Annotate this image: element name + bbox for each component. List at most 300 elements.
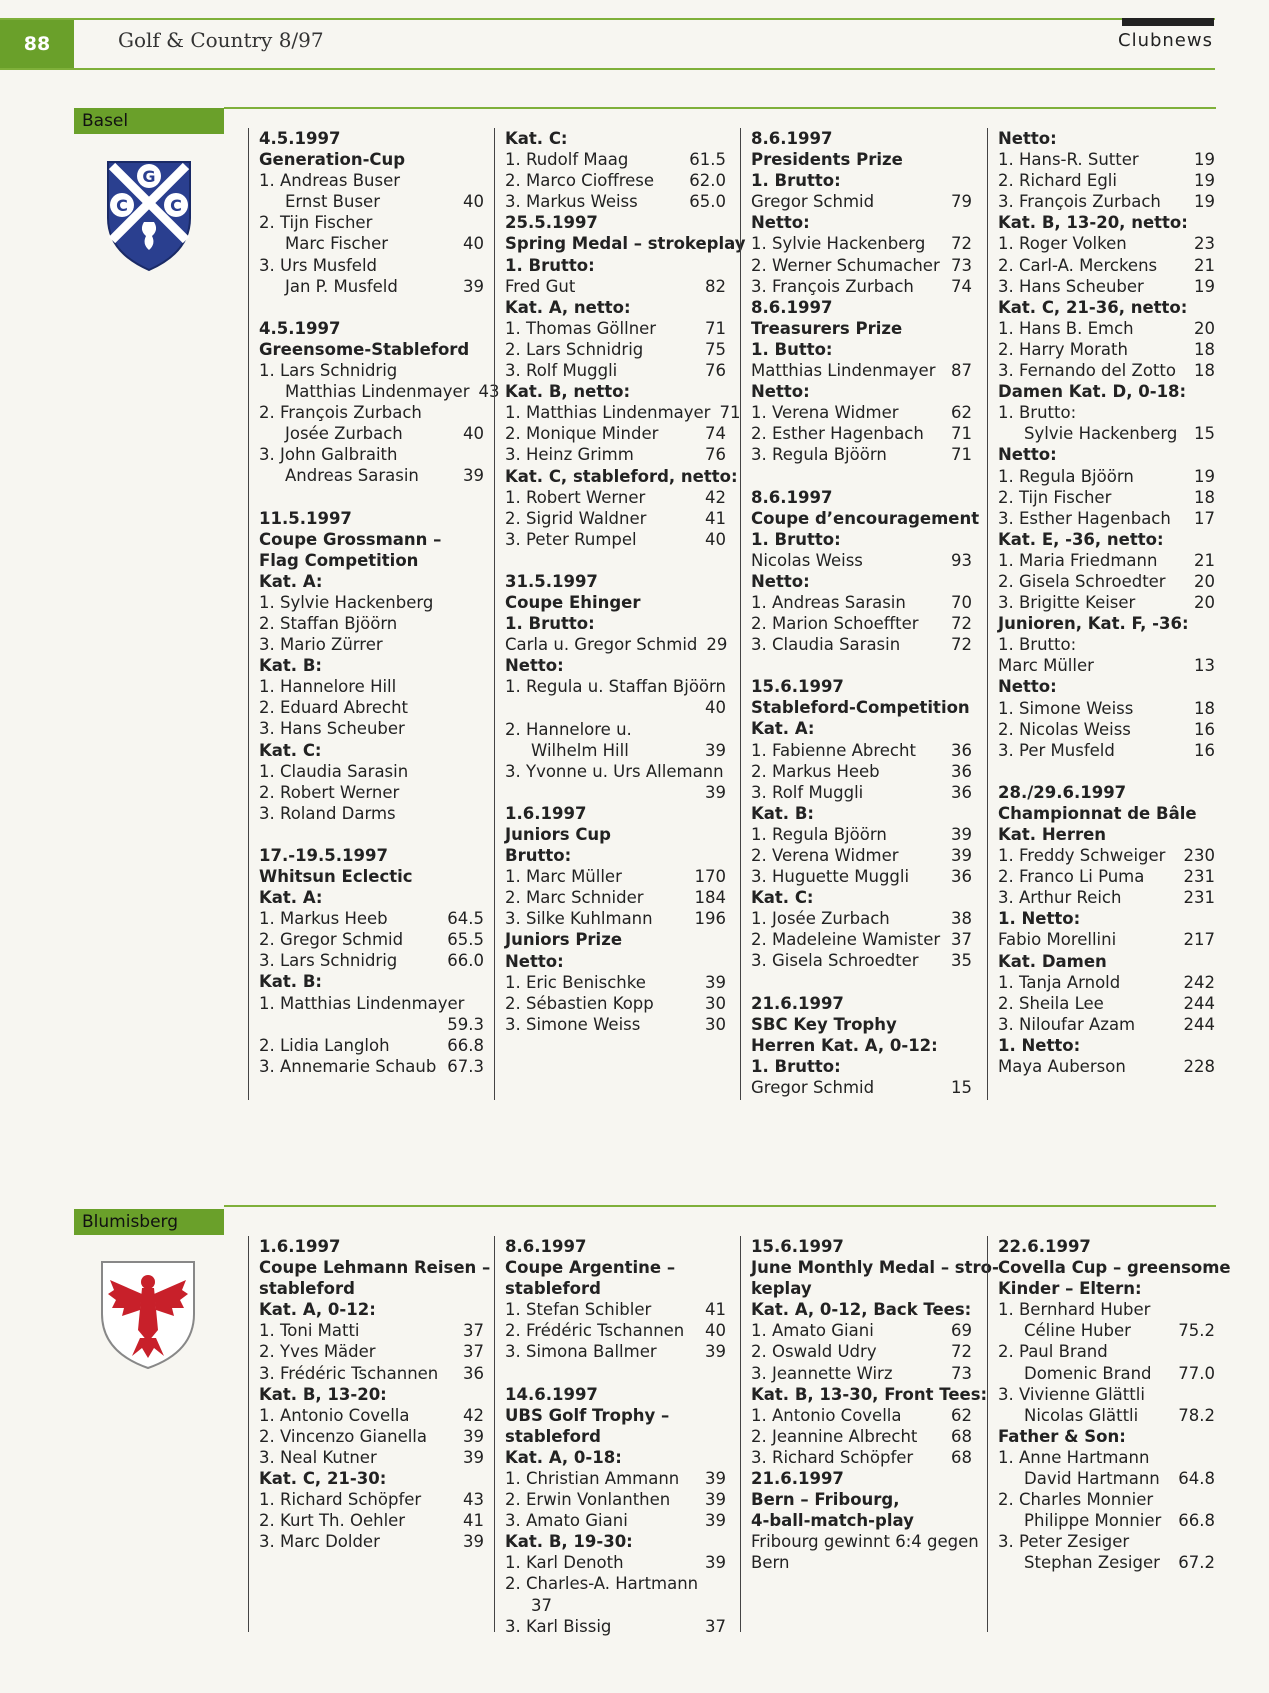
result-text: 3. Annemarie Schaub — [259, 1056, 437, 1076]
result-score: 61.5 — [689, 150, 726, 170]
result-score: 65.5 — [447, 930, 484, 950]
result-text: Kat. A: — [751, 719, 815, 739]
result-line — [998, 719, 1215, 740]
result-text: 1. Verena Widmer — [751, 403, 899, 423]
result-heading — [259, 508, 484, 529]
result-text: 2. Madeleine Wamister — [751, 930, 941, 950]
result-line — [998, 1363, 1215, 1384]
result-heading — [998, 676, 1215, 697]
result-heading — [998, 444, 1215, 465]
result-heading — [751, 887, 972, 908]
result-heading — [751, 697, 972, 718]
result-line — [259, 1426, 484, 1447]
result-score: 82 — [705, 276, 726, 296]
result-line — [751, 191, 972, 212]
result-text: 1. Christian Ammann — [505, 1468, 680, 1488]
result-line — [259, 1341, 484, 1362]
result-text: Flag Competition — [259, 550, 419, 570]
result-heading — [998, 212, 1215, 233]
result-line — [505, 1320, 726, 1341]
result-text: Treasurers Prize — [751, 318, 903, 338]
result-score: 18 — [1194, 339, 1215, 359]
result-heading — [259, 740, 484, 761]
result-text: 2. Lars Schnidrig — [505, 339, 644, 359]
result-heading — [259, 571, 484, 592]
result-heading — [505, 128, 726, 149]
result-text: Coupe Grossmann – — [259, 529, 442, 549]
result-score — [942, 1278, 972, 1299]
result-score: 39 — [705, 740, 726, 760]
result-score — [696, 255, 726, 276]
result-score: 231 — [1183, 888, 1215, 908]
result-heading — [998, 529, 1215, 550]
result-heading — [751, 212, 972, 233]
result-heading — [505, 613, 726, 634]
result-text: 2. Franco Li Puma — [998, 867, 1145, 887]
result-text: Juniors Cup — [505, 825, 611, 844]
result-text: Carla u. Gregor Schmid — [505, 635, 698, 655]
result-text: Kat. Damen — [998, 951, 1107, 971]
result-line — [751, 360, 972, 381]
result-line — [505, 740, 726, 761]
result-score: 40 — [705, 1321, 726, 1341]
result-score: 30 — [705, 1014, 726, 1034]
result-score — [696, 1384, 726, 1405]
result-heading — [751, 508, 980, 529]
result-score: 72 — [951, 234, 972, 254]
result-line — [998, 339, 1215, 360]
result-text: 2. Marco Cioffrese — [505, 171, 655, 191]
result-text: 1. Regula Bjöörn — [998, 466, 1134, 486]
result-heading — [505, 381, 726, 402]
result-text: Kat. A, 0-12, Back Tees: — [751, 1300, 972, 1320]
result-line — [505, 866, 726, 887]
result-score: 36 — [951, 782, 972, 802]
result-score — [454, 1384, 484, 1405]
result-score: 39 — [463, 276, 484, 296]
result-score: 217 — [1183, 930, 1215, 950]
result-score: 36 — [951, 867, 972, 887]
basel-column-1 — [248, 128, 500, 1100]
result-score — [454, 529, 484, 550]
result-score: 23 — [1194, 234, 1215, 254]
result-heading — [998, 803, 1215, 824]
result-heading — [259, 149, 484, 170]
result-line — [751, 550, 972, 571]
result-text: 4.5.1997 — [259, 129, 341, 148]
result-line — [751, 845, 972, 866]
result-score — [1231, 1257, 1261, 1278]
result-text: 2. Oswald Udry — [751, 1342, 877, 1362]
result-heading — [505, 929, 726, 950]
result-score: 244 — [1183, 993, 1215, 1013]
result-text: 1. Tanja Arnold — [998, 972, 1121, 992]
result-score: 35 — [951, 951, 972, 971]
result-score: 39 — [705, 1553, 726, 1573]
result-score: 39 — [705, 782, 726, 802]
result-score: 17 — [1194, 508, 1215, 528]
result-text: Kat. C: — [751, 888, 814, 908]
result-text: Céline Huber — [1024, 1321, 1131, 1341]
result-text: 2. Tijn Fischer — [998, 487, 1112, 507]
result-line — [998, 655, 1215, 676]
result-text: 1. Hans B. Emch — [998, 318, 1134, 338]
result-score: 41 — [705, 508, 726, 528]
result-text: Junioren, Kat. F, -36: — [998, 614, 1189, 634]
result-heading — [505, 1257, 726, 1278]
result-heading — [259, 128, 484, 149]
result-line — [259, 423, 484, 444]
result-text: 8.6.1997 — [751, 129, 833, 148]
result-text: 1. Brutto: — [751, 529, 841, 549]
result-line — [259, 1405, 484, 1426]
result-score — [1185, 908, 1215, 929]
result-text: 1. Markus Heeb — [259, 909, 388, 929]
result-score — [454, 1278, 484, 1299]
result-text: 3. Per Musfeld — [998, 740, 1115, 760]
blumisberg-crest-icon — [100, 1260, 196, 1370]
result-score: 39 — [951, 846, 972, 865]
result-line — [259, 1531, 484, 1552]
result-line — [751, 402, 972, 423]
result-heading — [505, 1447, 726, 1468]
result-heading — [998, 297, 1215, 318]
result-score: 36 — [951, 761, 972, 781]
result-text: Wilhelm Hill — [531, 740, 629, 760]
result-line — [259, 950, 484, 971]
result-line — [751, 634, 972, 655]
result-text: 1. Brutto: — [998, 635, 1077, 655]
result-text: Kat. A, netto: — [505, 297, 631, 317]
result-heading — [259, 971, 484, 992]
result-line — [505, 1552, 726, 1573]
result-text: 1. Antonio Covella — [259, 1405, 410, 1425]
result-score — [1185, 782, 1215, 803]
result-line — [259, 634, 484, 655]
result-score — [696, 1447, 726, 1468]
result-score: 16 — [1194, 740, 1215, 760]
result-line — [259, 1035, 484, 1056]
result-score — [454, 149, 484, 170]
result-score: 20 — [1194, 593, 1215, 613]
result-line — [998, 993, 1215, 1014]
result-score — [696, 1278, 726, 1299]
result-score: 21 — [1194, 550, 1215, 570]
result-score: 59.3 — [447, 1014, 484, 1034]
result-text: 3. Huguette Muggli — [751, 867, 910, 887]
result-heading — [505, 824, 726, 845]
result-line — [998, 571, 1215, 592]
result-score — [1187, 297, 1217, 318]
result-heading — [998, 1426, 1215, 1447]
result-score — [1185, 529, 1215, 550]
result-score: 73 — [951, 1363, 972, 1383]
result-text: Kat. C, 21-36, netto: — [998, 297, 1188, 317]
result-line — [998, 487, 1215, 508]
result-text: 2. Sigrid Waldner — [505, 508, 647, 528]
result-text: 2. Charles-A. Hartmann — [505, 1574, 699, 1594]
result-line — [751, 1531, 979, 1552]
result-score: 42 — [705, 487, 726, 507]
result-line — [998, 255, 1215, 276]
result-text: 2. Jeannine Albrecht — [751, 1426, 918, 1446]
result-heading — [998, 951, 1215, 972]
result-score — [454, 740, 484, 761]
result-line — [998, 318, 1215, 339]
result-score: 93 — [951, 550, 972, 570]
result-text: 1. Amato Giani — [751, 1321, 874, 1341]
result-text: David Hartmann — [1024, 1469, 1160, 1489]
result-heading — [259, 1236, 484, 1257]
result-line — [998, 1531, 1215, 1552]
result-score: 18 — [1194, 698, 1215, 718]
result-heading — [998, 1236, 1215, 1257]
result-text: 2. Harry Morath — [998, 339, 1128, 359]
result-text: 1. Eric Benischke — [505, 972, 646, 992]
result-text: June Monthly Medal – stro- — [751, 1258, 999, 1278]
result-line — [505, 1573, 726, 1594]
result-score: 75 — [705, 339, 726, 359]
result-heading — [998, 782, 1215, 803]
result-score: 68 — [951, 1447, 972, 1467]
result-text: 1. Richard Schöpfer — [259, 1490, 422, 1510]
result-text: 37 — [531, 1595, 552, 1615]
result-score — [1186, 381, 1216, 402]
result-score — [1185, 1341, 1215, 1362]
spacer — [751, 466, 972, 487]
result-text: 3. Simona Ballmer — [505, 1342, 657, 1362]
result-text: 1. Stefan Schibler — [505, 1300, 652, 1320]
result-line — [751, 1426, 972, 1447]
result-score — [696, 951, 726, 972]
spacer — [259, 824, 484, 845]
result-line — [998, 1468, 1215, 1489]
result-text: 1. Hannelore Hill — [259, 677, 397, 697]
result-text: 1. Brutto: — [505, 614, 595, 634]
result-line — [998, 740, 1215, 761]
result-text: 11.5.1997 — [259, 508, 352, 528]
result-text: Championnat de Bâle — [998, 803, 1197, 823]
spacer — [259, 297, 484, 318]
result-text: 1. Marc Müller — [505, 867, 622, 887]
result-line — [259, 212, 484, 233]
result-text: 2. Frédéric Tschannen — [505, 1321, 685, 1341]
result-score — [942, 887, 972, 908]
result-text: Josée Zurbach — [285, 424, 403, 444]
result-text: 3. Gisela Schroedter — [751, 951, 919, 971]
result-line — [259, 1489, 484, 1510]
result-text: 1. Freddy Schweiger — [998, 846, 1166, 866]
result-text: 3. Claudia Sarasin — [751, 635, 901, 655]
result-score — [454, 170, 484, 191]
club-label-basel: Basel — [74, 108, 224, 134]
result-heading — [259, 866, 484, 887]
result-text: 1.6.1997 — [259, 1237, 341, 1256]
result-heading — [259, 318, 484, 339]
result-text: 3. Heinz Grimm — [505, 445, 634, 465]
result-score — [454, 866, 484, 887]
result-score — [942, 170, 972, 191]
result-text: 3. Neal Kutner — [259, 1447, 377, 1467]
result-heading — [751, 1489, 972, 1510]
result-score — [696, 613, 726, 634]
result-heading — [751, 170, 972, 191]
result-line — [505, 149, 726, 170]
result-line — [751, 1447, 972, 1468]
result-score — [696, 212, 726, 233]
result-line — [751, 592, 972, 613]
result-heading — [751, 1299, 972, 1320]
result-score: 75.2 — [1178, 1321, 1215, 1341]
result-text: Bern – Fribourg, — [751, 1490, 900, 1510]
result-text: 3. Karl Bissig — [505, 1616, 612, 1636]
result-text: 2. Carl-A. Merckens — [998, 255, 1158, 275]
result-score: 230 — [1183, 846, 1215, 866]
result-text: 3. Regula Bjöörn — [751, 445, 887, 465]
result-line — [998, 149, 1215, 170]
result-line — [751, 740, 972, 761]
result-score: 40 — [705, 529, 726, 549]
result-heading — [998, 1035, 1215, 1056]
result-line — [751, 1077, 972, 1098]
result-text: Greensome-Stableford — [259, 339, 470, 359]
result-text: Kat. A, 0-12: — [259, 1300, 376, 1320]
result-score — [942, 1056, 972, 1077]
result-score: 79 — [951, 192, 972, 212]
result-heading — [751, 571, 972, 592]
result-text: 1. Robert Werner — [505, 487, 646, 507]
result-score — [464, 993, 494, 1014]
result-text: 1. Simone Weiss — [998, 698, 1134, 718]
result-score — [696, 592, 726, 613]
result-text: Maya Auberson — [998, 1057, 1126, 1077]
result-heading — [751, 297, 972, 318]
result-score — [1197, 803, 1227, 824]
header-bottom-rule — [0, 68, 1215, 70]
result-text: 1.6.1997 — [505, 803, 587, 823]
result-heading — [998, 128, 1215, 149]
result-line — [751, 276, 972, 297]
result-score — [1185, 1447, 1215, 1468]
result-text — [505, 782, 696, 803]
result-line — [259, 1510, 484, 1531]
result-line — [998, 1341, 1215, 1362]
result-score — [1185, 128, 1215, 149]
result-score — [696, 803, 726, 824]
result-line — [505, 697, 726, 718]
result-score: 62 — [951, 1405, 972, 1425]
result-score: 68 — [951, 1426, 972, 1446]
result-line — [259, 444, 484, 465]
result-line — [259, 233, 484, 254]
result-score: 66.0 — [447, 951, 484, 971]
result-text: Covella Cup – greensome — [998, 1258, 1231, 1278]
result-text: Netto: — [505, 656, 564, 676]
result-text: Kat. A: — [259, 571, 323, 591]
result-text: Juniors Prize — [505, 930, 623, 950]
result-heading — [505, 1278, 726, 1299]
result-score — [942, 676, 972, 697]
result-line — [998, 276, 1215, 297]
result-line — [505, 1468, 726, 1489]
result-text: 3. Urs Musfeld — [259, 255, 377, 275]
result-text: 3. Mario Zürrer — [259, 635, 383, 655]
result-score — [1185, 1278, 1215, 1299]
result-score: 15 — [951, 1077, 972, 1097]
result-score — [1185, 1426, 1215, 1447]
result-text: Kat. B, 13-30, Front Tees: — [751, 1384, 988, 1404]
crest-letter-c-left: C — [116, 196, 128, 215]
result-score — [942, 1489, 972, 1510]
result-text: Kat. E, -36, netto: — [998, 529, 1164, 549]
result-text: 21.6.1997 — [751, 1469, 844, 1489]
result-line — [998, 1489, 1215, 1510]
result-score: 71 — [705, 318, 726, 338]
result-line — [505, 1489, 726, 1510]
result-score: 73 — [951, 255, 972, 275]
result-score: 40 — [463, 234, 484, 254]
result-line — [505, 508, 726, 529]
result-score: 36 — [951, 740, 972, 760]
page-number: 88 — [0, 20, 74, 68]
result-heading — [751, 529, 972, 550]
result-score — [942, 297, 972, 318]
result-text: 2. Werner Schumacher — [751, 255, 940, 275]
result-line — [998, 466, 1215, 487]
result-score — [1185, 1489, 1215, 1510]
result-text: 8.6.1997 — [751, 487, 833, 507]
result-score — [942, 571, 972, 592]
result-heading — [998, 908, 1215, 929]
result-line — [751, 444, 972, 465]
result-score — [942, 149, 972, 170]
result-heading — [751, 128, 972, 149]
result-line — [505, 908, 726, 929]
result-text: 2. Markus Heeb — [751, 761, 880, 781]
result-line — [505, 972, 726, 993]
result-line — [998, 1384, 1215, 1405]
result-score: 66.8 — [447, 1035, 484, 1055]
result-text: 1. Sylvie Hackenberg — [259, 592, 434, 612]
result-line — [505, 318, 726, 339]
result-score: 42 — [463, 1405, 484, 1425]
result-score: 65.0 — [689, 192, 726, 212]
result-score: 36 — [463, 1363, 484, 1383]
result-line — [998, 592, 1215, 613]
result-score: 62.0 — [689, 171, 726, 191]
result-score: 19 — [1194, 466, 1215, 486]
result-line — [751, 613, 972, 634]
result-line — [505, 782, 726, 803]
result-score: 37 — [705, 1616, 726, 1636]
result-score: 30 — [705, 993, 726, 1013]
section-rule-blumisberg — [224, 1205, 1216, 1207]
header-top-rule — [0, 18, 1215, 20]
result-text: 15.6.1997 — [751, 677, 844, 697]
result-score — [1185, 1035, 1215, 1056]
result-line — [751, 1405, 972, 1426]
result-score — [454, 550, 484, 571]
result-text: 1. Lars Schnidrig — [259, 360, 398, 380]
result-line — [259, 782, 484, 803]
result-text: Kat. B, 13-20: — [259, 1384, 387, 1404]
result-line — [259, 191, 484, 212]
result-heading — [259, 845, 484, 866]
result-score: 74 — [705, 424, 726, 444]
result-text: Nicolas Weiss — [751, 550, 863, 570]
result-text: 2. Kurt Th. Oehler — [259, 1511, 406, 1531]
result-text: 1. Regula Bjöörn — [751, 824, 887, 844]
